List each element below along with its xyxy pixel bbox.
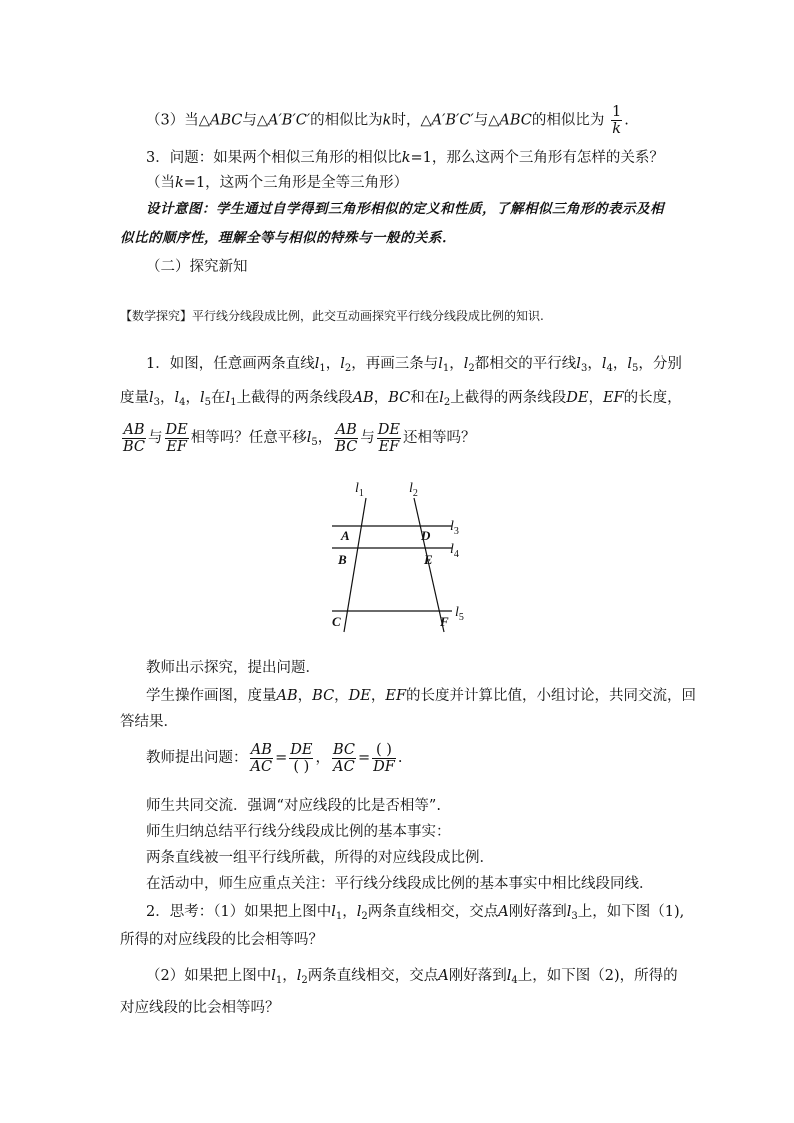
fraction-ab-ac: $\frac{AB}{AC}$	[250, 741, 273, 775]
teacher-presents: 教师出示探究，提出问题．	[146, 660, 320, 676]
label-l5: $l_5$	[455, 605, 464, 623]
basic-fact: 两条直线被一组平行线所截，所得的对应线段成比例．	[146, 850, 494, 866]
design-intent-line-2: 似比的顺序性，理解全等与相似的特殊与一般的关系．	[120, 230, 456, 246]
q1-line-1: 1．如图，任意画两条直线$l_1$，$l_2$，再画三条与$l_1$，$l_2$都相交的平行线$l_3$，$l_4$，$l_5$，分别	[146, 356, 682, 374]
point-c: C	[332, 614, 341, 629]
parallel-lines-figure	[320, 470, 480, 640]
point-b: B	[338, 552, 347, 567]
point-d: D	[421, 528, 431, 543]
think-2-line-1: （2）如果把上图中$l_1$，$l_2$两条直线相交，交点A刚好落到$l_4$上，如下图（2)，所得的	[146, 968, 678, 986]
fraction-ab-bc: $\frac{AB}{BC}$	[123, 421, 146, 455]
point-a: A	[341, 528, 350, 543]
teacher-question: 教师提出问题： $\frac{AB}{AC}$ = $\frac{DE}{( )}$ ， $\frac{BC}{AC}$ = $\frac{( )}{DF}$ .	[146, 741, 403, 775]
section-heading: （二）探究新知	[146, 259, 248, 275]
focus-note: 在活动中，师生应重点关注：平行线分线段成比例的基本事实中相比线段同线．	[146, 876, 654, 892]
q1-line-3: $\frac{AB}{BC}$ 与 $\frac{DE}{EF}$ 相等吗？任意平移$l_5$， $\frac{AB}{BC}$ 与 $\frac{DE}{EF}$ 还相等吗？	[123, 421, 476, 455]
label-l1: $l_1$	[355, 481, 364, 499]
fraction-de-ef: $\frac{DE}{EF}$	[165, 421, 188, 455]
fraction-de-blank: $\frac{DE}{( )}$	[290, 741, 313, 775]
fraction-de-ef-2: $\frac{DE}{EF}$	[377, 421, 401, 455]
think-1-line-2: 所得的对应线段的比会相等吗？	[120, 932, 323, 948]
math-explore-note: 【数学探究】平行线分线段成比例，此交互动画探究平行线分线段成比例的知识.	[120, 309, 544, 323]
think-2-line-2: 对应线段的比会相等吗？	[120, 1000, 280, 1016]
student-activity-2: 答结果．	[120, 714, 178, 730]
point-f: F	[440, 614, 449, 629]
think-1-line-1: 2．思考：（1）如果把上图中$l_1$，$l_2$两条直线相交，交点A刚好落到$l_3$上，如下图（1),	[146, 904, 685, 922]
question-3: 3．问题：如果两个相似三角形的相似比k=1，那么这两个三角形有怎样的关系？	[146, 150, 664, 166]
point-e: E	[424, 552, 433, 567]
label-l3: $l_3$	[450, 519, 459, 537]
student-activity-1: 学生操作画图，度量AB，BC，DE，EF的长度并计算比值，小组讨论，共同交流，回	[146, 688, 697, 704]
q1-line-2: 度量$l_3$，$l_4$，$l_5$在$l_1$上截得的两条线段AB，BC和在$l_2$上截得的两条线段DE，EF的长度，	[120, 390, 682, 408]
summary-intro: 师生归纳总结平行线分线段成比例的基本事实：	[146, 824, 451, 840]
label-l2: $l_2$	[409, 481, 418, 499]
fraction-1-over-k: $\frac{1}{k}$	[611, 104, 622, 137]
design-intent-line-1: 设计意图：学生通过自学得到三角形相似的定义和性质，了解相似三角形的表示及相	[146, 201, 664, 217]
answer-3: （当k=1，这两个三角形是全等三角形）	[146, 175, 409, 191]
paragraph-3: （3）当△ABC与△A′B′C′的相似比为k时，△A′B′C′与△ABC的相似比为 $\frac{1}{k}$ .	[146, 104, 629, 137]
fraction-blank-df: $\frac{( )}{DF}$	[373, 741, 395, 775]
fraction-ab-bc-2: $\frac{AB}{BC}$	[335, 421, 358, 455]
line-l1	[344, 498, 366, 632]
label-l4: $l_4$	[450, 542, 459, 560]
discussion-note: 师生共同交流．强调“对应线段的比是否相等”.	[146, 798, 441, 814]
fraction-bc-ac: $\frac{BC}{AC}$	[332, 741, 355, 775]
